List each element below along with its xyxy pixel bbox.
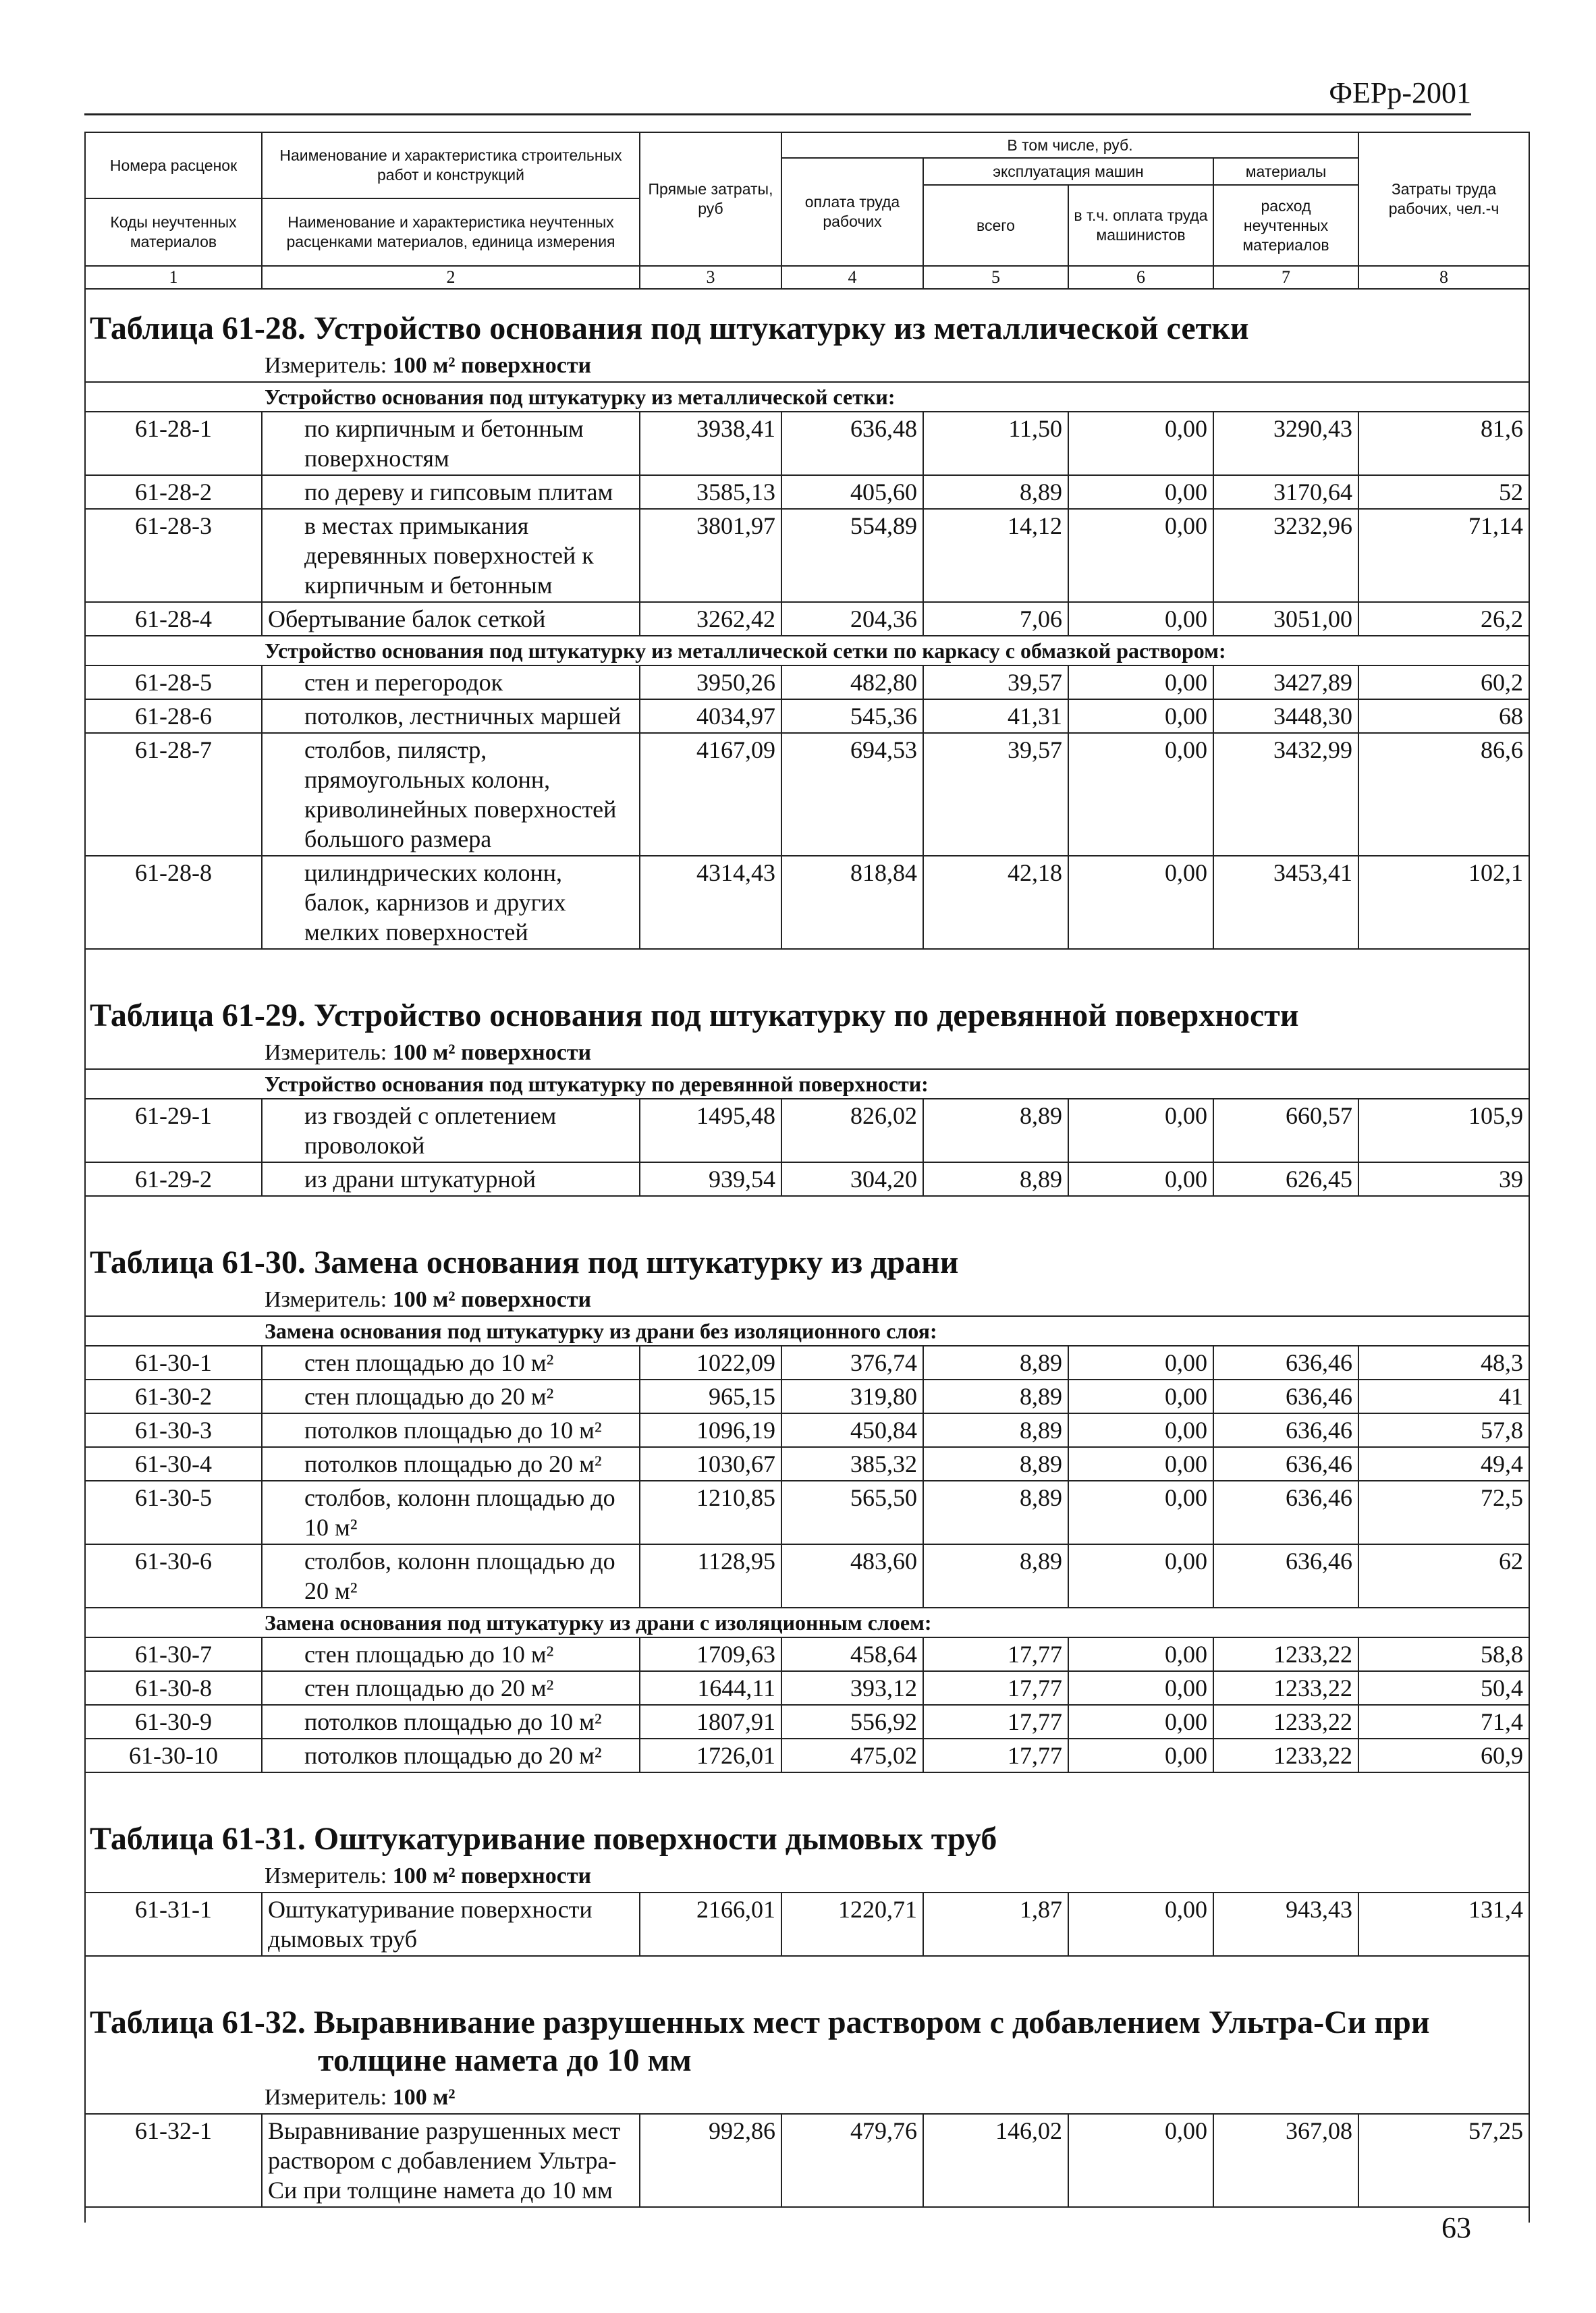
machines-cost-cell: 42,18 (923, 856, 1068, 949)
machinist-pay-cell: 0,00 (1068, 1544, 1213, 1608)
column-number: 2 (262, 266, 640, 289)
labor-hours-cell: 48,3 (1358, 1346, 1529, 1380)
labor-hours-cell: 102,1 (1358, 856, 1529, 949)
table-row (85, 1481, 1529, 1544)
machines-cost-cell: 7,06 (923, 602, 1068, 636)
labor-hours-cell: 62 (1358, 1544, 1529, 1608)
direct-cost-cell: 1128,95 (640, 1544, 781, 1608)
price-table (84, 132, 1530, 2223)
col-header-names-top: Наименование и характеристика строительных работ и конструкций (279, 146, 622, 184)
group-heading: Замена основания под штукатурку из драни с изоляционным слоем: (85, 1608, 1529, 1637)
rate-code-cell: 61-30-7 (85, 1637, 262, 1671)
work-name-cell: столбов, колонн площадью до 10 м² (262, 1481, 640, 1544)
table-row (85, 475, 1529, 509)
machines-cost-cell: 39,57 (923, 665, 1068, 699)
labor-hours-cell: 131,4 (1358, 1893, 1529, 1956)
rate-code-cell: 61-30-2 (85, 1380, 262, 1413)
materials-cost-cell: 1233,22 (1213, 1705, 1358, 1739)
rate-code-cell: 61-28-8 (85, 856, 262, 949)
materials-cost-cell: 660,57 (1213, 1099, 1358, 1162)
machinist-pay-cell: 0,00 (1068, 1380, 1213, 1413)
rate-code-cell: 61-28-1 (85, 412, 262, 475)
section-gap (85, 1196, 1529, 1212)
rate-code-cell: 61-29-1 (85, 1099, 262, 1162)
column-number: 3 (640, 266, 781, 289)
col-header-codes (85, 132, 262, 198)
labor-hours-cell: 105,9 (1358, 1099, 1529, 1162)
labor-pay-cell: 479,76 (781, 2114, 923, 2207)
machinist-pay-cell: 0,00 (1068, 733, 1213, 856)
labor-hours-cell: 86,6 (1358, 733, 1529, 856)
table-row (85, 1099, 1529, 1162)
work-name-cell: цилиндрических колонн, балок, карнизов и других мелких поверхностей (262, 856, 640, 949)
measure-label: Измеритель: (265, 353, 387, 378)
labor-pay-cell: 554,89 (781, 509, 923, 602)
measure-label: Измеритель: (265, 1863, 387, 1888)
machinist-pay-cell: 0,00 (1068, 1099, 1213, 1162)
work-name-cell: Оштукатуривание поверхности дымовых труб (262, 1893, 640, 1956)
page-number: 63 (1441, 2211, 1471, 2244)
table-title (85, 1971, 1529, 2082)
table-title-text: Таблица 61-29. Устройство основания под штукатурку по деревянной поверхности (90, 998, 1299, 1033)
work-name-cell: стен площадью до 10 м² (262, 1637, 640, 1671)
work-name-cell: Обертывание балок сеткой (262, 602, 640, 636)
col-header-codes-bottom: Коды неучтенных материалов (85, 198, 262, 266)
machines-cost-cell: 17,77 (923, 1637, 1068, 1671)
labor-hours-cell: 71,4 (1358, 1705, 1529, 1739)
machines-cost-cell: 17,77 (923, 1739, 1068, 1772)
table-title-row (85, 289, 1529, 350)
table-title-row (85, 1971, 1529, 2082)
machines-cost-cell: 8,89 (923, 1099, 1068, 1162)
table-row (85, 2114, 1529, 2207)
work-name-cell: стен площадью до 20 м² (262, 1671, 640, 1705)
group-heading: Устройство основания под штукатурку из металлической сетки по каркасу с обмазкой раствором: (85, 636, 1529, 665)
work-name-cell: столбов, пилястр, прямоугольных колонн, криволинейных поверхностей большого размера (262, 733, 640, 856)
direct-cost-cell: 1096,19 (640, 1413, 781, 1447)
machinist-pay-cell: 0,00 (1068, 1481, 1213, 1544)
labor-hours-cell: 68 (1358, 699, 1529, 733)
labor-hours-cell: 71,14 (1358, 509, 1529, 602)
measure-row (85, 2082, 1529, 2114)
machinist-pay-cell: 0,00 (1068, 665, 1213, 699)
table-title-text: Таблица 61-30. Замена основания под штукатурку из драни (90, 1245, 959, 1280)
section-gap (85, 1772, 1529, 1788)
rate-code-cell: 61-28-2 (85, 475, 262, 509)
machinist-pay-cell: 0,00 (1068, 412, 1213, 475)
col-header-machines: эксплуатация машин (923, 158, 1213, 185)
measure-row (85, 350, 1529, 382)
measure-cell (85, 1861, 1529, 1893)
labor-pay-cell: 475,02 (781, 1739, 923, 1772)
header-rule (84, 113, 1471, 115)
work-name-cell: потолков площадью до 20 м² (262, 1447, 640, 1481)
machines-cost-cell: 17,77 (923, 1705, 1068, 1739)
section-gap-row (85, 2207, 1529, 2223)
table-row (85, 699, 1529, 733)
labor-hours-cell: 81,6 (1358, 412, 1529, 475)
labor-hours-cell: 60,2 (1358, 665, 1529, 699)
measure-label: Измеритель: (265, 1287, 387, 1312)
work-name-cell: по кирпичным и бетонным поверхностям (262, 412, 640, 475)
labor-pay-cell: 818,84 (781, 856, 923, 949)
measure-value: 100 м² (392, 2085, 456, 2110)
measure-label: Измеритель: (265, 1040, 387, 1065)
section-gap (85, 2207, 1529, 2223)
section-gap-row (85, 1196, 1529, 1212)
materials-cost-cell: 636,46 (1213, 1544, 1358, 1608)
rate-code-cell: 61-30-6 (85, 1544, 262, 1608)
direct-cost-cell: 1709,63 (640, 1637, 781, 1671)
direct-cost-cell: 2166,01 (640, 1893, 781, 1956)
machines-cost-cell: 17,77 (923, 1671, 1068, 1705)
col-header-direct: Прямые затраты, руб (640, 132, 781, 266)
labor-hours-cell: 72,5 (1358, 1481, 1529, 1544)
table-title (85, 964, 1529, 1037)
group-heading-row (85, 1608, 1529, 1637)
machines-cost-cell: 14,12 (923, 509, 1068, 602)
work-name-cell: потолков площадью до 10 м² (262, 1705, 640, 1739)
machinist-pay-cell: 0,00 (1068, 1346, 1213, 1380)
column-number: 7 (1213, 266, 1358, 289)
machinist-pay-cell: 0,00 (1068, 1447, 1213, 1481)
table-row (85, 1162, 1529, 1196)
table-row (85, 1544, 1529, 1608)
measure-cell (85, 350, 1529, 382)
rate-code-cell: 61-30-9 (85, 1705, 262, 1739)
materials-cost-cell: 1233,22 (1213, 1671, 1358, 1705)
work-name-cell: Выравнивание разрушенных мест раствором с добавлением Ультра-Си при толщине намета до 10 мм (262, 2114, 640, 2207)
table-title (85, 289, 1529, 350)
rate-code-cell: 61-30-8 (85, 1671, 262, 1705)
work-name-cell: из гвоздей с оплетением проволокой (262, 1099, 640, 1162)
column-number-row (85, 266, 1529, 289)
work-name-cell: столбов, колонн площадью до 20 м² (262, 1544, 640, 1608)
rate-code-cell: 61-28-6 (85, 699, 262, 733)
table-title-text-line2: толщине намета до 10 мм (318, 2042, 692, 2078)
col-header-materials: материалы (1213, 158, 1358, 185)
col-header-names (262, 132, 640, 198)
col-header-codes-top: Номера расценок (109, 156, 238, 174)
table-row (85, 509, 1529, 602)
group-heading: Устройство основания под штукатурку по деревянной поверхности: (85, 1069, 1529, 1099)
materials-cost-cell: 367,08 (1213, 2114, 1358, 2207)
table-row (85, 1893, 1529, 1956)
labor-pay-cell: 826,02 (781, 1099, 923, 1162)
materials-cost-cell: 636,46 (1213, 1380, 1358, 1413)
rate-code-cell: 61-30-1 (85, 1346, 262, 1380)
direct-cost-cell: 3938,41 (640, 412, 781, 475)
rate-code-cell: 61-30-5 (85, 1481, 262, 1544)
group-heading-row (85, 382, 1529, 412)
work-name-cell: из драни штукатурной (262, 1162, 640, 1196)
col-header-total: всего (923, 185, 1068, 266)
col-header-labor: Затраты труда рабочих, чел.-ч (1358, 132, 1529, 266)
col-header-unaccounted: расход неучтенных материалов (1213, 185, 1358, 266)
machinist-pay-cell: 0,00 (1068, 1162, 1213, 1196)
table-title-text: Таблица 61-31. Оштукатуривание поверхности дымовых труб (90, 1821, 997, 1857)
machinist-pay-cell: 0,00 (1068, 1413, 1213, 1447)
work-name-cell: в местах примыкания деревянных поверхностей к кирпичным и бетонным (262, 509, 640, 602)
direct-cost-cell: 3801,97 (640, 509, 781, 602)
materials-cost-cell: 3432,99 (1213, 733, 1358, 856)
column-number: 6 (1068, 266, 1213, 289)
direct-cost-cell: 939,54 (640, 1162, 781, 1196)
measure-row (85, 1284, 1529, 1316)
machines-cost-cell: 41,31 (923, 699, 1068, 733)
table-row (85, 1380, 1529, 1413)
rate-code-cell: 61-28-3 (85, 509, 262, 602)
materials-cost-cell: 3051,00 (1213, 602, 1358, 636)
column-number: 4 (781, 266, 923, 289)
labor-pay-cell: 458,64 (781, 1637, 923, 1671)
measure-value: 100 м² поверхности (392, 1040, 592, 1065)
labor-hours-cell: 26,2 (1358, 602, 1529, 636)
table-row (85, 733, 1529, 856)
table-row (85, 1447, 1529, 1481)
col-header-names-bottom: Наименование и характеристика неучтенных расценками материалов, единица измерения (262, 198, 640, 266)
table-title (85, 1212, 1529, 1284)
group-heading-row (85, 1316, 1529, 1346)
table-title-row (85, 1212, 1529, 1284)
materials-cost-cell: 943,43 (1213, 1893, 1358, 1956)
machinist-pay-cell: 0,00 (1068, 1671, 1213, 1705)
table-title (85, 1788, 1529, 1861)
materials-cost-cell: 636,46 (1213, 1481, 1358, 1544)
materials-cost-cell: 3290,43 (1213, 412, 1358, 475)
labor-pay-cell: 565,50 (781, 1481, 923, 1544)
machines-cost-cell: 8,89 (923, 1162, 1068, 1196)
machinist-pay-cell: 0,00 (1068, 699, 1213, 733)
labor-pay-cell: 319,80 (781, 1380, 923, 1413)
labor-pay-cell: 556,92 (781, 1705, 923, 1739)
labor-hours-cell: 41 (1358, 1380, 1529, 1413)
materials-cost-cell: 3448,30 (1213, 699, 1358, 733)
section-gap (85, 1956, 1529, 1971)
measure-label: Измеритель: (265, 2085, 387, 2110)
direct-cost-cell: 1807,91 (640, 1705, 781, 1739)
labor-pay-cell: 636,48 (781, 412, 923, 475)
section-gap (85, 949, 1529, 964)
column-number: 5 (923, 266, 1068, 289)
direct-cost-cell: 4167,09 (640, 733, 781, 856)
labor-pay-cell: 545,36 (781, 699, 923, 733)
document-code: ФЕРр-2001 (1329, 76, 1471, 109)
labor-hours-cell: 57,8 (1358, 1413, 1529, 1447)
work-name-cell: потолков площадью до 10 м² (262, 1413, 640, 1447)
machines-cost-cell: 8,89 (923, 1413, 1068, 1447)
col-header-labor-pay: оплата труда рабочих (781, 158, 923, 266)
rate-code-cell: 61-29-2 (85, 1162, 262, 1196)
direct-cost-cell: 1022,09 (640, 1346, 781, 1380)
materials-cost-cell: 636,46 (1213, 1346, 1358, 1380)
work-name-cell: стен площадью до 10 м² (262, 1346, 640, 1380)
materials-cost-cell: 636,46 (1213, 1413, 1358, 1447)
labor-hours-cell: 50,4 (1358, 1671, 1529, 1705)
col-header-incl: В том числе, руб. (781, 132, 1358, 158)
machines-cost-cell: 8,89 (923, 475, 1068, 509)
table-row (85, 1637, 1529, 1671)
machines-cost-cell: 8,89 (923, 1481, 1068, 1544)
section-gap-row (85, 949, 1529, 964)
measure-cell (85, 1037, 1529, 1069)
labor-pay-cell: 483,60 (781, 1544, 923, 1608)
machinist-pay-cell: 0,00 (1068, 475, 1213, 509)
section-gap-row (85, 1956, 1529, 1971)
rate-code-cell: 61-31-1 (85, 1893, 262, 1956)
machines-cost-cell: 8,89 (923, 1447, 1068, 1481)
table-row (85, 1739, 1529, 1772)
machinist-pay-cell: 0,00 (1068, 1705, 1213, 1739)
table-title-text: Таблица 61-32. Выравнивание разрушенных мест раствором с добавлением Ультра-Си при (90, 2005, 1430, 2040)
section-gap-row (85, 1772, 1529, 1788)
machines-cost-cell: 146,02 (923, 2114, 1068, 2207)
materials-cost-cell: 626,45 (1213, 1162, 1358, 1196)
labor-pay-cell: 393,12 (781, 1671, 923, 1705)
labor-pay-cell: 204,36 (781, 602, 923, 636)
table-row (85, 665, 1529, 699)
table-row (85, 602, 1529, 636)
machines-cost-cell: 8,89 (923, 1380, 1068, 1413)
direct-cost-cell: 992,86 (640, 2114, 781, 2207)
table-body (85, 132, 1529, 2223)
group-heading-row (85, 1069, 1529, 1099)
table-row (85, 412, 1529, 475)
machines-cost-cell: 8,89 (923, 1544, 1068, 1608)
labor-hours-cell: 58,8 (1358, 1637, 1529, 1671)
measure-value: 100 м² поверхности (392, 1863, 592, 1888)
direct-cost-cell: 3262,42 (640, 602, 781, 636)
direct-cost-cell: 1210,85 (640, 1481, 781, 1544)
machines-cost-cell: 8,89 (923, 1346, 1068, 1380)
machinist-pay-cell: 0,00 (1068, 602, 1213, 636)
column-number: 8 (1358, 266, 1529, 289)
direct-cost-cell: 1495,48 (640, 1099, 781, 1162)
rate-code-cell: 61-28-4 (85, 602, 262, 636)
labor-hours-cell: 60,9 (1358, 1739, 1529, 1772)
labor-pay-cell: 385,32 (781, 1447, 923, 1481)
direct-cost-cell: 965,15 (640, 1380, 781, 1413)
measure-cell (85, 1284, 1529, 1316)
measure-row (85, 1861, 1529, 1893)
measure-cell (85, 2082, 1529, 2114)
materials-cost-cell: 3232,96 (1213, 509, 1358, 602)
table-row (85, 1671, 1529, 1705)
column-number: 1 (85, 266, 262, 289)
direct-cost-cell: 1726,01 (640, 1739, 781, 1772)
measure-row (85, 1037, 1529, 1069)
labor-pay-cell: 482,80 (781, 665, 923, 699)
table-row (85, 1346, 1529, 1380)
measure-value: 100 м² поверхности (392, 353, 592, 378)
work-name-cell: по дереву и гипсовым плитам (262, 475, 640, 509)
materials-cost-cell: 3170,64 (1213, 475, 1358, 509)
materials-cost-cell: 3453,41 (1213, 856, 1358, 949)
direct-cost-cell: 1644,11 (640, 1671, 781, 1705)
table-row (85, 856, 1529, 949)
direct-cost-cell: 3950,26 (640, 665, 781, 699)
materials-cost-cell: 636,46 (1213, 1447, 1358, 1481)
measure-value: 100 м² поверхности (392, 1287, 592, 1312)
col-header-machinist-pay: в т.ч. оплата труда машинистов (1068, 185, 1213, 266)
machinist-pay-cell: 0,00 (1068, 2114, 1213, 2207)
direct-cost-cell: 1030,67 (640, 1447, 781, 1481)
machines-cost-cell: 1,87 (923, 1893, 1068, 1956)
labor-pay-cell: 376,74 (781, 1346, 923, 1380)
labor-hours-cell: 57,25 (1358, 2114, 1529, 2207)
labor-pay-cell: 694,53 (781, 733, 923, 856)
table-title-row (85, 1788, 1529, 1861)
labor-hours-cell: 39 (1358, 1162, 1529, 1196)
rate-code-cell: 61-28-7 (85, 733, 262, 856)
labor-pay-cell: 450,84 (781, 1413, 923, 1447)
machines-cost-cell: 11,50 (923, 412, 1068, 475)
rate-code-cell: 61-30-4 (85, 1447, 262, 1481)
rate-code-cell: 61-30-10 (85, 1739, 262, 1772)
machinist-pay-cell: 0,00 (1068, 856, 1213, 949)
group-heading: Устройство основания под штукатурку из металлической сетки: (85, 382, 1529, 412)
materials-cost-cell: 1233,22 (1213, 1739, 1358, 1772)
machinist-pay-cell: 0,00 (1068, 1739, 1213, 1772)
rate-code-cell: 61-32-1 (85, 2114, 262, 2207)
direct-cost-cell: 4314,43 (640, 856, 781, 949)
rate-code-cell: 61-28-5 (85, 665, 262, 699)
materials-cost-cell: 1233,22 (1213, 1637, 1358, 1671)
machinist-pay-cell: 0,00 (1068, 1893, 1213, 1956)
work-name-cell: стен и перегородок (262, 665, 640, 699)
price-sheet (84, 132, 1529, 2223)
labor-pay-cell: 1220,71 (781, 1893, 923, 1956)
table-row (85, 1413, 1529, 1447)
machinist-pay-cell: 0,00 (1068, 509, 1213, 602)
group-heading: Замена основания под штукатурку из драни без изоляционного слоя: (85, 1316, 1529, 1346)
machinist-pay-cell: 0,00 (1068, 1637, 1213, 1671)
labor-pay-cell: 405,60 (781, 475, 923, 509)
work-name-cell: потолков площадью до 20 м² (262, 1739, 640, 1772)
labor-pay-cell: 304,20 (781, 1162, 923, 1196)
labor-hours-cell: 49,4 (1358, 1447, 1529, 1481)
machines-cost-cell: 39,57 (923, 733, 1068, 856)
direct-cost-cell: 4034,97 (640, 699, 781, 733)
group-heading-row (85, 636, 1529, 665)
materials-cost-cell: 3427,89 (1213, 665, 1358, 699)
table-title-text: Таблица 61-28. Устройство основания под штукатурку из металлической сетки (90, 310, 1249, 346)
work-name-cell: потолков, лестничных маршей (262, 699, 640, 733)
labor-hours-cell: 52 (1358, 475, 1529, 509)
table-title-row (85, 964, 1529, 1037)
work-name-cell: стен площадью до 20 м² (262, 1380, 640, 1413)
rate-code-cell: 61-30-3 (85, 1413, 262, 1447)
direct-cost-cell: 3585,13 (640, 475, 781, 509)
table-row (85, 1705, 1529, 1739)
